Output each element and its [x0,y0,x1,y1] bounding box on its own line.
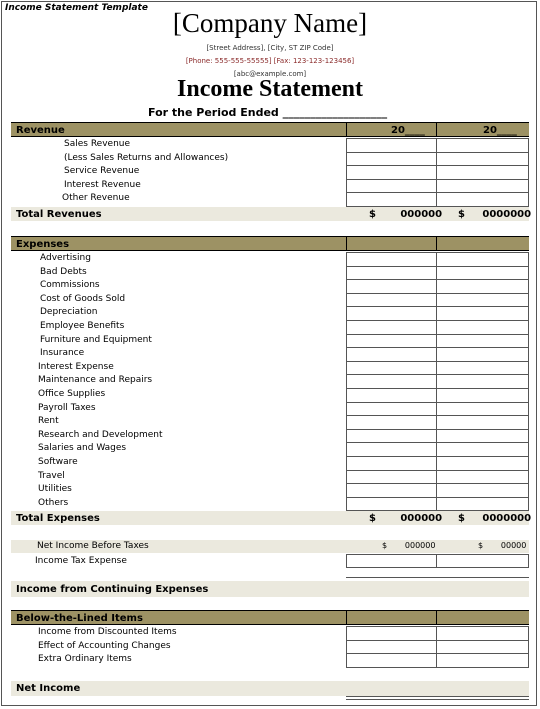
amount-cell-1[interactable] [346,165,437,180]
amount-cell-2[interactable] [436,192,529,207]
year-label-1[interactable]: 20____ [391,125,425,136]
amount-cell-1[interactable] [346,138,437,153]
total-expenses-value-2: $ 0000000 [458,513,532,524]
line-item-label: Interest Revenue [64,179,141,190]
column-divider [436,237,437,250]
address-line[interactable]: [Street Address], [City, ST ZIP Code] [206,44,334,52]
amount-cell-2[interactable] [436,640,529,655]
total-revenues-value-2: $ 0000000 [458,209,532,220]
amount-cell-2[interactable] [436,626,529,641]
amount-cell-2[interactable] [436,374,529,389]
amount-cell-2[interactable] [436,653,529,668]
amount-cell-1[interactable] [346,497,437,512]
line-item-label: Income from Discounted Items [38,627,177,637]
line-item-label: Software [38,457,78,467]
phone-line[interactable]: [Phone: 555-555-55555] [Fax: 123-123-123456] [185,57,355,65]
email-line[interactable]: [abc@example.com] [233,70,307,78]
income-tax-label: Income Tax Expense [35,556,127,566]
line-item-label: Others [38,497,69,508]
year-label-2[interactable]: 20____ [483,125,517,136]
line-item-label: Employee Benefits [40,321,125,331]
total-revenues-value-1: $ 000000 [369,209,443,220]
rule-line [346,699,529,700]
amount-cell-1[interactable] [346,266,437,281]
amount-cell-2[interactable] [436,347,529,362]
amount-cell-1[interactable] [346,640,437,655]
revenue-header-band [11,122,529,137]
line-item-label: Extra Ordinary Items [38,654,132,665]
line-item-label: Maintenance and Repairs [38,375,153,386]
line-item-label: Cost of Goods Sold [40,293,126,304]
amount-cell-2[interactable] [436,361,529,376]
amount-cell-1[interactable] [346,456,437,471]
amount-cell-1[interactable] [346,306,437,321]
amount-cell-1[interactable] [346,152,437,167]
line-item-label: Utilities [38,484,72,495]
amount-cell-2[interactable] [436,415,529,430]
line-item-label: Other Revenue [62,193,130,204]
template-title: Income Statement Template [5,3,148,13]
amount-cell-1[interactable] [346,429,437,444]
column-divider [436,123,437,136]
total-expenses-label: Total Expenses [16,513,100,524]
below-line-header-band [11,610,529,625]
amount-cell-2[interactable] [436,429,529,444]
line-item-label: Advertising [40,253,91,263]
column-divider [436,611,437,624]
line-item-label: Rent [38,416,59,427]
line-item-label: Salaries and Wages [38,443,127,454]
amount-cell-1[interactable] [346,626,437,641]
net-income-label: Net Income [16,683,81,694]
below-line-header: Below-the-Lined Items [16,613,143,624]
rule-line [346,577,529,578]
line-item-label: Research and Development [38,429,163,440]
line-item-label: Travel [38,470,65,481]
net-income-before-taxes-label: Net Income Before Taxes [37,541,149,551]
amount-cell-2[interactable] [436,252,529,267]
amount-cell-2[interactable] [436,334,529,349]
amount-cell-1[interactable] [346,192,437,207]
company-name[interactable]: [Company Name] [172,8,368,38]
amount-cell-1[interactable] [346,374,437,389]
amount-cell-2[interactable] [436,279,529,294]
amount-cell-2[interactable] [436,138,529,153]
net-income-row [11,681,529,696]
net-income-before-taxes-value-1: $ 000000 [382,541,436,550]
amount-cell-1[interactable] [346,334,437,349]
column-divider [346,237,347,250]
line-item-label: Commissions [40,280,100,291]
statement-title: Income Statement [177,76,363,102]
rule-line [346,696,529,697]
amount-cell-2[interactable] [436,470,529,485]
revenue-header: Revenue [16,125,65,136]
amount-cell-2[interactable] [436,442,529,457]
line-item-label: (Less Sales Returns and Allowances) [64,152,229,163]
line-item-label: Furniture and Equipment [40,334,152,345]
amount-cell-2[interactable] [436,320,529,335]
period-label[interactable]: For the Period Ended ___________________ [148,106,388,119]
amount-cell-2[interactable] [436,483,529,498]
income-tax-cell-1[interactable] [346,554,437,568]
amount-cell-2[interactable] [436,293,529,308]
amount-cell-1[interactable] [346,179,437,194]
continuing-row [11,581,529,597]
amount-cell-2[interactable] [436,165,529,180]
income-tax-cell-2[interactable] [436,554,529,568]
expenses-header: Expenses [16,239,70,250]
amount-cell-1[interactable] [346,361,437,376]
total-revenues-row [11,207,532,221]
amount-cell-1[interactable] [346,388,437,403]
net-income-before-taxes-row [11,540,529,553]
line-item-label: Service Revenue [64,166,140,177]
net-income-before-taxes-value-2: $ 00000 [478,541,527,550]
amount-cell-2[interactable] [436,266,529,281]
amount-cell-1[interactable] [346,470,437,485]
column-divider [346,123,347,136]
amount-cell-2[interactable] [436,179,529,194]
line-item-label: Payroll Taxes [38,402,96,413]
line-item-label: Depreciation [40,307,98,318]
total-expenses-value-1: $ 000000 [369,513,443,524]
total-revenues-label: Total Revenues [16,209,102,220]
amount-cell-2[interactable] [436,402,529,417]
line-item-label: Insurance [40,348,85,359]
amount-cell-2[interactable] [436,497,529,512]
amount-cell-1[interactable] [346,415,437,430]
amount-cell-1[interactable] [346,483,437,498]
expenses-header-band [11,236,529,251]
amount-cell-1[interactable] [346,442,437,457]
amount-cell-1[interactable] [346,402,437,417]
total-expenses-row [11,511,532,525]
amount-cell-1[interactable] [346,279,437,294]
amount-cell-1[interactable] [346,252,437,267]
column-divider [346,611,347,624]
line-item-label: Sales Revenue [64,139,131,149]
amount-cell-2[interactable] [436,152,529,167]
line-item-label: Bad Debts [40,266,87,277]
amount-cell-1[interactable] [346,653,437,668]
line-item-label: Interest Expense [38,361,114,372]
line-item-label: Effect of Accounting Changes [38,640,171,651]
continuing-label: Income from Continuing Expenses [16,584,209,595]
amount-cell-2[interactable] [436,388,529,403]
amount-cell-2[interactable] [436,456,529,471]
amount-cell-1[interactable] [346,320,437,335]
amount-cell-2[interactable] [436,306,529,321]
amount-cell-1[interactable] [346,347,437,362]
line-item-label: Office Supplies [38,389,106,399]
amount-cell-1[interactable] [346,293,437,308]
